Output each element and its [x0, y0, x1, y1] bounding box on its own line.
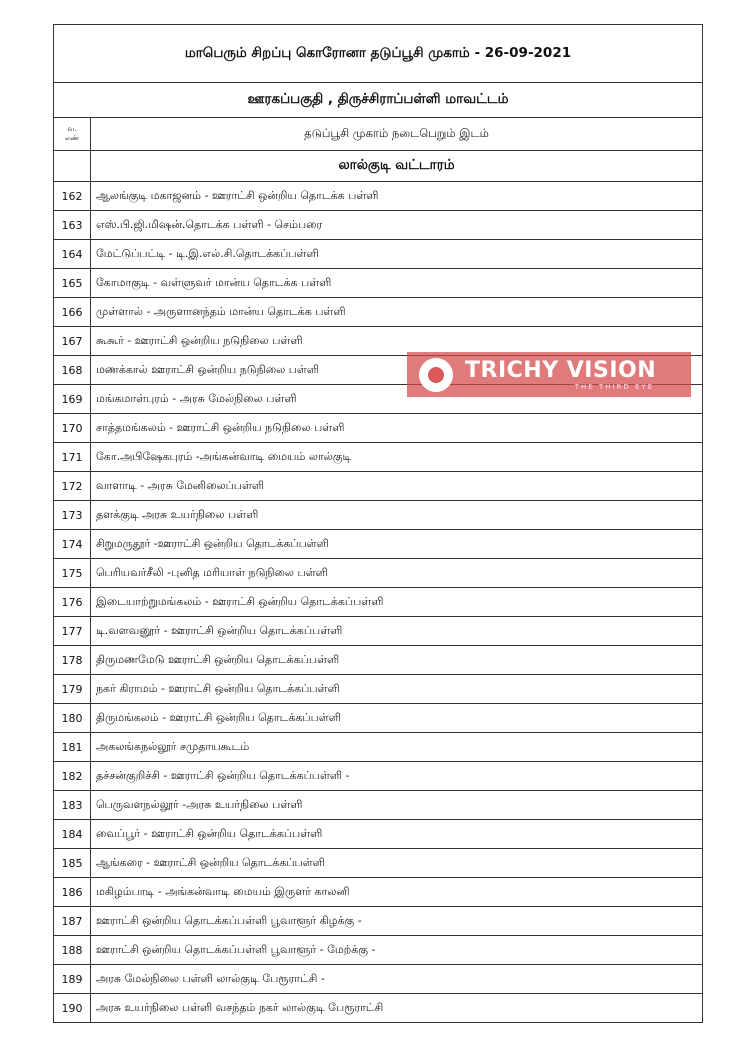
table-row: [54, 646, 703, 675]
serial-number-cell: 166: [54, 298, 91, 327]
serial-number-cell: 188: [54, 936, 91, 965]
table-row: [54, 791, 703, 820]
camp-place-cell: மகிழம்பாடி - அங்கன்வாடி மையம் இருளர் காலனி: [91, 878, 703, 907]
serial-number-cell: 167: [54, 327, 91, 356]
camp-place-cell: சிறுமருதூர் -ஊராட்சி ஒன்றிய தொடக்கப்பள்ளி: [91, 530, 703, 559]
table-row: [54, 472, 703, 501]
document-title: மாபெரும் சிறப்பு கொரோனா தடுப்பூசி முகாம் - 26-09-2021: [54, 25, 703, 83]
camp-place-cell: அரசு மேல்நிலை பள்ளி லால்குடி பேரூராட்சி -: [91, 965, 703, 994]
table-row: [54, 443, 703, 472]
column-header-row: [54, 118, 703, 151]
serial-number-cell: 180: [54, 704, 91, 733]
table-row: [54, 907, 703, 936]
table-row: [54, 762, 703, 791]
serial-number-cell: 177: [54, 617, 91, 646]
block-row: [54, 151, 703, 182]
title-row: [54, 25, 703, 83]
camp-place-cell: தளக்குடி அரசு உயர்நிலை பள்ளி: [91, 501, 703, 530]
serial-number-cell: 162: [54, 182, 91, 211]
camp-place-cell: மேட்டுப்பட்டி - டி.இ.எல்.சி.தொடக்கப்பள்ளி: [91, 240, 703, 269]
table-row: [54, 559, 703, 588]
serial-number-cell: 174: [54, 530, 91, 559]
camp-place-cell: தச்சன்குறிச்சி - ஊராட்சி ஒன்றிய தொடக்கப்பள்ளி -: [91, 762, 703, 791]
camp-place-cell: கோ.அபிஷேகபுரம் -அங்கன்வாடி மையம் லால்குடி: [91, 443, 703, 472]
serial-number-cell: 185: [54, 849, 91, 878]
serial-number-cell: 170: [54, 414, 91, 443]
place-header: தடுப்பூசி முகாம் நடைபெறும் இடம்: [91, 118, 703, 151]
table-row: [54, 414, 703, 443]
serial-number-cell: 168: [54, 356, 91, 385]
block-spacer-cell: [54, 151, 91, 182]
serial-number-cell: 165: [54, 269, 91, 298]
serial-number-cell: 169: [54, 385, 91, 414]
camp-place-cell: அகலங்கநல்லூர் சமுதாயகூடம்: [91, 733, 703, 762]
camp-place-cell: ஊராட்சி ஒன்றிய தொடக்கப்பள்ளி பூவாளூர் கிழக்கு -: [91, 907, 703, 936]
serial-number-cell: 190: [54, 994, 91, 1023]
serial-number-cell: 175: [54, 559, 91, 588]
table-row: [54, 733, 703, 762]
camp-place-cell: எஸ்.பி.ஜி.மிஷன்.தொடக்க பள்ளி - செம்பரை: [91, 211, 703, 240]
table-row: [54, 240, 703, 269]
camp-place-cell: முள்ளால் - அருளானந்தம் மான்ய தொடக்க பள்ளி: [91, 298, 703, 327]
watermark-tagline: THE THIRD EYE: [574, 382, 655, 391]
table-row: [54, 501, 703, 530]
table-row: [54, 675, 703, 704]
table-row: [54, 211, 703, 240]
table-row: [54, 878, 703, 907]
serial-number-cell: 164: [54, 240, 91, 269]
serial-number-header: வ. எண்: [54, 118, 91, 151]
camp-place-cell: பெருவளநல்லூர் -அரசு உயர்நிலை பள்ளி: [91, 791, 703, 820]
camp-place-cell: மணக்கால் ஊராட்சி ஒன்றிய நடுநிலை பள்ளி: [91, 356, 703, 385]
table-row: [54, 269, 703, 298]
camp-place-cell: பெரியவர்சீலி -புனித மரியாள் நடுநிலை பள்ளி: [91, 559, 703, 588]
serial-number-cell: 179: [54, 675, 91, 704]
table-row: [54, 820, 703, 849]
watermark: [407, 352, 691, 397]
document-subtitle: ஊரகப்பகுதி , திருச்சிராப்பள்ளி மாவட்டம்: [54, 83, 703, 118]
table-row: [54, 182, 703, 211]
serial-number-cell: 183: [54, 791, 91, 820]
camp-place-cell: கோமாகுடி - வள்ளுவர் மான்ய தொடக்க பள்ளி: [91, 269, 703, 298]
serial-number-cell: 189: [54, 965, 91, 994]
camp-place-cell: திருமங்கலம் - ஊராட்சி ஒன்றிய தொடக்கப்பள்ளி: [91, 704, 703, 733]
camp-place-cell: கூகூர் - ஊராட்சி ஒன்றிய நடுநிலை பள்ளி: [91, 327, 703, 356]
camp-place-cell: வாளாடி - அரசு மேனிலைப்பள்ளி: [91, 472, 703, 501]
camp-place-cell: திருமணமேடு ஊராட்சி ஒன்றிய தொடக்கப்பள்ளி: [91, 646, 703, 675]
table-row: [54, 298, 703, 327]
table-row: [54, 849, 703, 878]
serial-number-cell: 171: [54, 443, 91, 472]
camp-place-cell: வைப்பூர் - ஊராட்சி ஒன்றிய தொடக்கப்பள்ளி: [91, 820, 703, 849]
serial-number-cell: 182: [54, 762, 91, 791]
subtitle-row: [54, 83, 703, 118]
camp-place-cell: அரசு உயர்நிலை பள்ளி வசந்தம் நகர் லால்குடி பேரூராட்சி: [91, 994, 703, 1023]
serial-number-cell: 163: [54, 211, 91, 240]
camp-place-cell: ஆங்கரை - ஊராட்சி ஒன்றிய தொடக்கப்பள்ளி: [91, 849, 703, 878]
camp-list-table: [53, 24, 703, 1023]
watermark-text: [465, 359, 656, 391]
table-row: [54, 704, 703, 733]
table-row: [54, 588, 703, 617]
table-row: [54, 965, 703, 994]
serial-number-cell: 186: [54, 878, 91, 907]
camp-place-cell: இடையாற்றுமங்கலம் - ஊராட்சி ஒன்றிய தொடக்கப்பள்ளி: [91, 588, 703, 617]
table-row: [54, 994, 703, 1023]
camp-place-cell: ஊராட்சி ஒன்றிய தொடக்கப்பள்ளி பூவாளூர் - மேற்க்கு -: [91, 936, 703, 965]
serial-number-cell: 176: [54, 588, 91, 617]
eye-logo-icon: [419, 358, 453, 392]
block-name: லால்குடி வட்டாரம்: [91, 151, 703, 182]
camp-place-cell: ஆலங்குடி மகாஜனம் - ஊராட்சி ஒன்றிய தொடக்க பள்ளி: [91, 182, 703, 211]
camp-place-cell: மங்கமாள்புரம் - அரசு மேல்நிலை பள்ளி: [91, 385, 703, 414]
serial-number-cell: 172: [54, 472, 91, 501]
serial-number-cell: 181: [54, 733, 91, 762]
camp-place-cell: டி.வளவனூர் - ஊராட்சி ஒன்றிய தொடக்கப்பள்ளி: [91, 617, 703, 646]
camp-place-cell: சாத்தமங்கலம் - ஊராட்சி ஒன்றிய நடுநிலை பள்ளி: [91, 414, 703, 443]
camp-place-cell: நகர் கிராமம் - ஊராட்சி ஒன்றிய தொடக்கப்பள்ளி: [91, 675, 703, 704]
watermark-brand: TRICHY VISION: [465, 357, 657, 383]
table-row: [54, 530, 703, 559]
serial-number-cell: 187: [54, 907, 91, 936]
serial-number-cell: 184: [54, 820, 91, 849]
serial-number-cell: 173: [54, 501, 91, 530]
table-row: [54, 936, 703, 965]
serial-number-cell: 178: [54, 646, 91, 675]
table-row: [54, 617, 703, 646]
